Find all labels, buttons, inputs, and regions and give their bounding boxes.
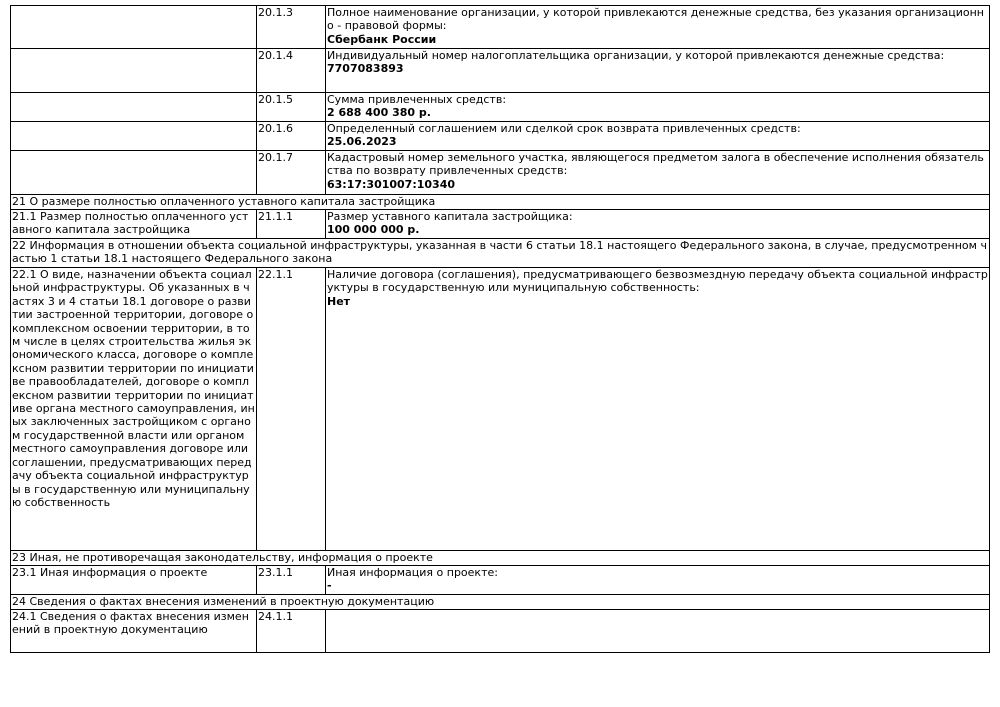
item-label: Наличие договора (соглашения), предусматривающего безвозмездную передачу объекта социальной инфраструктуры в государственную или муниципальную собственность: <box>327 268 988 295</box>
table-row <box>11 93 990 122</box>
section-header-row <box>11 195 990 210</box>
item-label: Полное наименование организации, у которой привлекаются денежные средства, без указания организационно - правовой формы: <box>327 6 984 33</box>
table-row <box>11 6 990 49</box>
item-label: Иная информация о проекте: <box>327 566 498 579</box>
section-header-row <box>11 239 990 268</box>
item-value: 63:17:301007:10340 <box>327 177 456 191</box>
item-label: Определенный соглашением или сделкой срок возврата привлеченных средств: <box>327 122 801 135</box>
section-cell-empty <box>11 49 257 93</box>
section-cell-empty <box>11 151 257 195</box>
item-value: 25.06.2023 <box>327 135 397 149</box>
item-code: 23.1.1 <box>257 566 326 595</box>
section-cell-empty <box>11 122 257 151</box>
section-cell-empty <box>11 93 257 122</box>
section-title: 22 Информация в отношении объекта социальной инфраструктуры, указанная в части 6 статьи 18.1 настоящего Федерального закона, в случае, предусмотренном частью 1 статьи 18.1 настоящего Федерального закона <box>11 239 990 268</box>
table-row <box>11 610 990 653</box>
item-code: 20.1.3 <box>257 6 326 49</box>
subsection-title: 21.1 Размер полностью оплаченного уставного капитала застройщика <box>11 210 257 239</box>
section-header-row <box>11 595 990 610</box>
table-row <box>11 151 990 195</box>
section-header-row <box>11 551 990 566</box>
item-code: 22.1.1 <box>257 268 326 551</box>
item-content <box>326 610 990 653</box>
section-title: 23 Иная, не противоречащая законодательству, информация о проекте <box>11 551 990 566</box>
item-value: 7707083893 <box>327 62 404 76</box>
table-row <box>11 49 990 93</box>
item-value: 2 688 400 380 р. <box>327 106 431 120</box>
table-row <box>11 566 990 595</box>
item-content <box>326 6 990 49</box>
subsection-title: 23.1 Иная информация о проекте <box>11 566 257 595</box>
item-value: 100 000 000 р. <box>327 223 420 237</box>
item-content <box>326 49 990 93</box>
item-label: Кадастровый номер земельного участка, являющегося предметом залога в обеспечение исполнения обязательства по возврату привлеченных средств: <box>327 151 984 178</box>
item-content <box>326 566 990 595</box>
section-title: 24 Сведения о фактах внесения изменений в проектную документацию <box>11 595 990 610</box>
item-label: Размер уставного капитала застройщика: <box>327 210 573 223</box>
item-content <box>326 268 990 551</box>
subsection-title: 22.1 О виде, назначении объекта социальной инфраструктуры. Об указанных в частях 3 и 4 статьи 18.1 договоре о развитии застроенной территории, договоре о комплексном освоении территории, в том числе в целях строительства жилья экономического класса, договоре о комплексном развитии территории по инициативе правообладателей, договоре о комплексном развитии территории по инициативе органа местного самоуправления, иных заключенных застройщиком с органом государственной власти или органом местного самоуправления договоре или соглашении, предусматривающих передачу объекта социальной инфраструктуры в государственную или муниципальную собственность <box>11 268 257 551</box>
section-title: 21 О размере полностью оплаченного уставного капитала застройщика <box>11 195 990 210</box>
table-row <box>11 210 990 239</box>
item-value: Нет <box>327 294 351 308</box>
item-content <box>326 151 990 195</box>
item-value: Сбербанк России <box>327 32 437 46</box>
item-label: Индивидуальный номер налогоплательщика организации, у которой привлекаются денежные средства: <box>327 49 945 62</box>
item-code: 20.1.7 <box>257 151 326 195</box>
item-value: - <box>327 579 332 593</box>
item-code: 20.1.5 <box>257 93 326 122</box>
item-code: 20.1.4 <box>257 49 326 93</box>
table-row <box>11 122 990 151</box>
item-content <box>326 93 990 122</box>
item-code: 24.1.1 <box>257 610 326 653</box>
table-row <box>11 268 990 551</box>
item-content <box>326 210 990 239</box>
section-cell-empty <box>11 6 257 49</box>
item-label: Сумма привлеченных средств: <box>327 93 507 106</box>
item-code: 20.1.6 <box>257 122 326 151</box>
item-content <box>326 122 990 151</box>
item-code: 21.1.1 <box>257 210 326 239</box>
disclosure-table <box>10 5 990 653</box>
subsection-title: 24.1 Сведения о фактах внесения изменений в проектную документацию <box>11 610 257 653</box>
